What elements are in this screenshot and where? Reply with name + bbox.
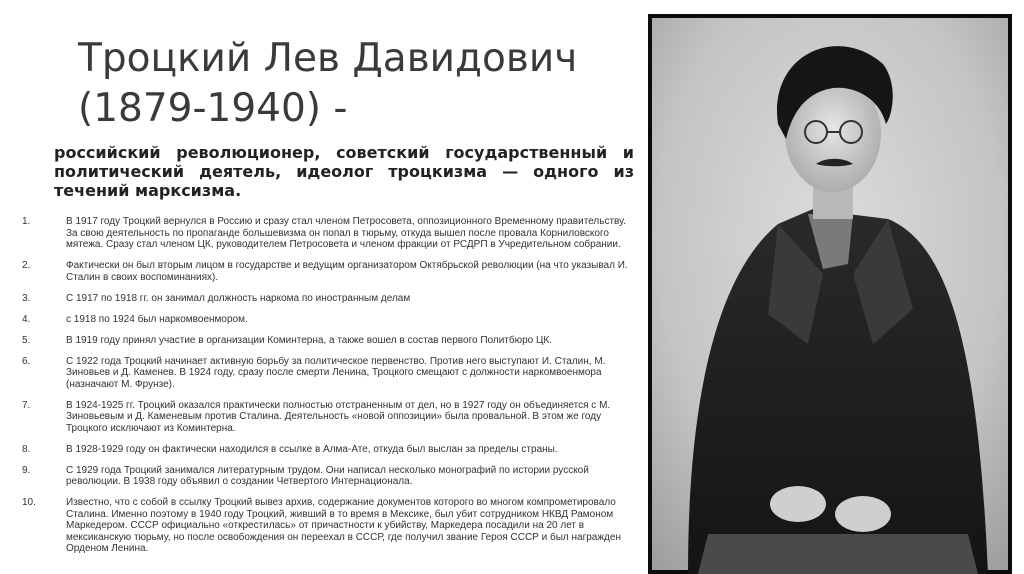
item-text: с 1918 по 1924 был наркомвоенмором. [66,313,248,325]
item-number: 4. [22,313,31,325]
biography-item [22,335,637,347]
portrait-photo [648,14,1012,574]
item-number: 9. [22,464,31,476]
item-text: В 1919 году принял участие в организации Коминтерна, а также вошел в состав первого Политбюро ЦК. [66,334,552,346]
title-line-1: Троцкий Лев Давидович [78,36,578,81]
item-text: С 1929 года Троцкий занимался литературным трудом. Они написал несколько монографий по истории русской революции. В 1938 году объявил о создании Четвертого Интернационала. [66,464,589,487]
title-line-2: (1879-1940) - [78,86,348,131]
biography-item [22,216,637,251]
item-text: В 1917 году Троцкий вернулся в Россию и сразу стал членом Петросовета, оппозиционного Временному правительству. За свою деятельность по пропаганде большевизма он попал в тюрьму, откуда вышел после провала Корниловского мятежа. Сразу стал членом ЦК, руководителем Петросовета и членом фракции от РСДРП в Учредительном собрании. [66,216,626,250]
item-number: 10. [22,497,36,508]
biography-item [22,465,637,488]
item-number: 7. [22,399,31,411]
item-number: 1. [22,216,31,227]
biography-item [22,400,637,435]
slide-title [78,34,618,134]
item-text: В 1924-1925 гг. Троцкий оказался практически полностью отстраненным от дел, но в 1927 году он объединяется с М. Зиновьевым и Д. Каменевым против Сталина. Деятельность «новой оппозиции» была провальной. В этом же году Троцкого исключают из Коминтерна. [66,399,611,434]
item-number: 8. [22,443,31,455]
biography-item [22,314,637,326]
item-number: 3. [22,292,31,304]
subtitle: российский революционер, советский государственный и политический деятель, идеолог троцкизма — одного из течений марксизма. [54,143,634,200]
item-number: 2. [22,260,31,271]
item-text: С 1922 года Троцкий начинает активную борьбу за политическое первенство. Против него выступают И. Сталин, М. Зиновьев и Д. Каменев. В 1924 году, сразу после смерти Ленина, Троцкого смещают с должности наркомвоенмора (назначают М. Фрунзе). [66,355,606,390]
item-text: Фактически он был вторым лицом в государстве и ведущим организатором Октябрьской революции (на что указывал И. Сталин в своих воспоминаниях). [66,260,628,283]
biography-list [22,216,637,564]
item-number: 5. [22,334,31,346]
biography-item [22,260,637,283]
item-text: Известно, что с собой в ссылку Троцкий вывез архив, содержание документов которого во многом компрометировало Сталина. Именно поэтому в 1940 году Троцкий, живший в то время в Мексике, был убит сотрудником НКВД Рамоном Маркедером. СССР официально «открестилась» от причастности к убийству, Маркедера посадили на 20 лет в мексиканскую тюрьму, но после освобождения он переехал в СССР, где получил звание Героя СССР и был награжден Орденом Ленина. [66,497,621,554]
biography-item [22,293,637,305]
item-text: С 1917 по 1918 гг. он занимал должность наркома по иностранным делам [66,292,411,304]
item-text: В 1928-1929 году он фактически находился в ссылке в Алма-Ате, откуда был выслан за пределы страны. [66,443,558,455]
item-number: 6. [22,355,31,367]
portrait-image [648,14,1012,574]
biography-item [22,497,637,555]
biography-item [22,356,637,391]
biography-item [22,444,637,456]
